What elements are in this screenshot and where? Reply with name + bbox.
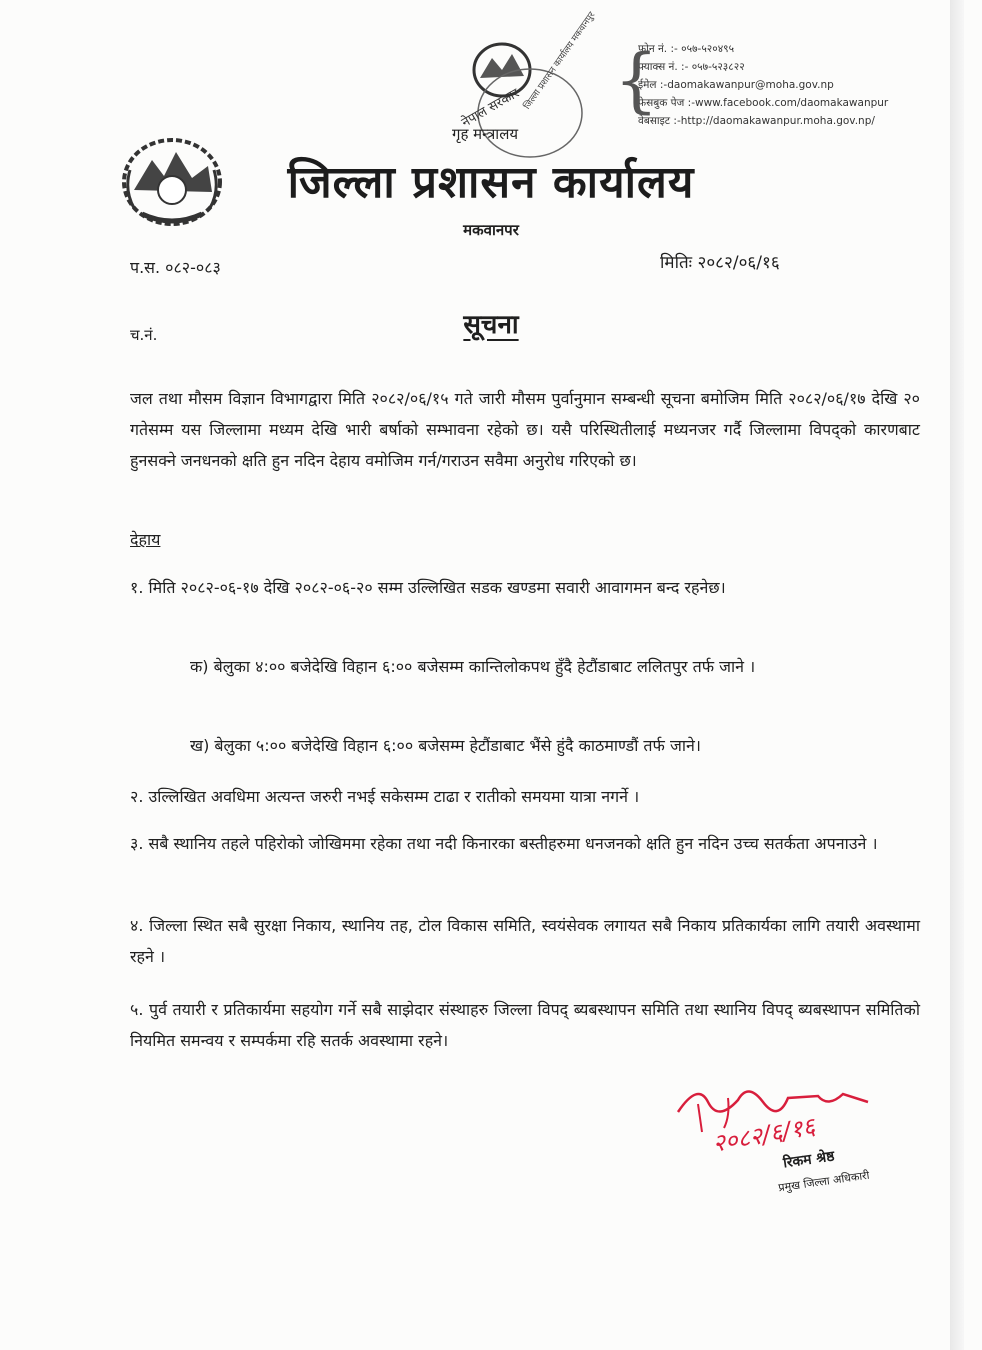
reference-cn: च.नं.: [130, 326, 158, 344]
officer-title: प्रमुख जिल्ला अधिकारी: [777, 1168, 871, 1195]
list-item-5: ५. पुर्व तयारी र प्रतिकार्यमा सहयोग गर्ने सबै साझेदार संस्थाहरु जिल्ला विपद् ब्यबस्थापन समिति तथा स्थानिय विपद् ब्यबस्थापन समितिको नियमित समन्वय र सम्पर्कमा रहि सतर्क अवस्थामा रहने।: [130, 1000, 920, 1050]
office-title: जिल्ला प्रशासन कार्यालय: [287, 157, 695, 208]
list-subitem-b: ख) बेलुका ५:०० बजेदेखि विहान ६:०० बजेसम्म हेटौंडाबाट भैंसे हुंदै काठमाण्डौं तर्फ जाने।: [190, 736, 701, 755]
contact-block: { फोन नं. :- ०५७-५२०४९५ फ्याक्स नं. :- ०५७-५२३८२२ ईमेल :-daomakawanpur@moha.gov.np फेसबुक पेज :-www.facebook.com/daomakawanpur वेबसाइट :-http://daomakawanpur.moha.gov.np/: [620, 40, 920, 130]
document-date: मितिः २०८२/०६/१६: [660, 253, 780, 273]
contact-facebook: फेसबुक पेज :-www.facebook.com/daomakawanpur: [638, 97, 889, 109]
list-item-2: २. उल्लिखित अवधिमा अत्यन्त जरुरी नभई सकेसम्म टाढा र रातीको समयमा यात्रा नगर्ने ।: [130, 787, 640, 806]
reference-ps: प.स. ०८२-०८३: [130, 258, 221, 277]
signature-date: २०८२/६/१६: [710, 1112, 818, 1158]
list-subitem-a: क) बेलुका ४:०० बजेदेखि विहान ६:०० बजेसम्म कान्तिलोकपथ हुँदै हेटौंडाबाट ललितपुर तर्फ जाने ।: [190, 657, 756, 676]
contact-website: वेबसाइट :-http://daomakawanpur.moha.gov.np/: [638, 115, 875, 127]
officer-name: रिकम श्रेष्ठ: [782, 1148, 836, 1172]
office-district: मकवानपर: [463, 221, 519, 239]
seal-text-bottom: जिल्ला प्रशासन कार्यालय मकवानपुर: [522, 10, 598, 112]
contact-email: ईमेल :-daomakawanpur@moha.gov.np: [638, 79, 834, 91]
contact-fax: फ्याक्स नं. :- ०५७-५२३८२२: [638, 61, 745, 73]
dehaya-heading: देहाय: [130, 530, 161, 549]
intro-paragraph: जल तथा मौसम विज्ञान विभागद्वारा मिति २०८२/०६/१५ गते जारी मौसम पुर्वानुमान सम्बन्धी सूचना बमोजिम मिति २०८२/०६/१७ देखि २० गतेसम्म यस जिल्लामा मध्यम देखि भारी बर्षाको सम्भावना रहेको छ। यसै परिस्थितीलाई मध्यनजर गर्दै जिल्लामा विपद्को कारणबाट हुनसक्ने जनधनको क्षति हुन नदिन देहाय वमोजिम गर्न/गराउन सवैमा अनुरोध गरिएको छ।: [130, 389, 920, 470]
seal-text-mid: गृह मन्त्रालय: [452, 125, 519, 143]
seal-text-top: नेपाल सरकार: [459, 85, 522, 131]
list-item-1: १. मिति २०८२-०६-१७ देखि २०८२-०६-२० सम्म उल्लिखित सडक खण्डमा सवारी आवागमन बन्द रहनेछ।: [130, 578, 726, 597]
contact-phone: फोन नं. :- ०५७-५२०४९५: [638, 43, 735, 55]
list-item-4: ४. जिल्ला स्थित सबै सुरक्षा निकाय, स्थानिय तह, टोल विकास समिति, स्वयंसेवक लगायत सबै निकाय प्रतिकार्यका लागि तयारी अवस्थामा रहने ।: [130, 916, 920, 966]
notice-title: [0, 305, 982, 341]
list-item-3: ३. सबै स्थानिय तहले पहिरोको जोखिममा रहेका तथा नदी किनारका बस्तीहरुमा धनजनको क्षति हुन नदिन उच्च सतर्कता अपनाउने ।: [130, 834, 878, 853]
notice-title-text: सूचना: [463, 310, 519, 340]
